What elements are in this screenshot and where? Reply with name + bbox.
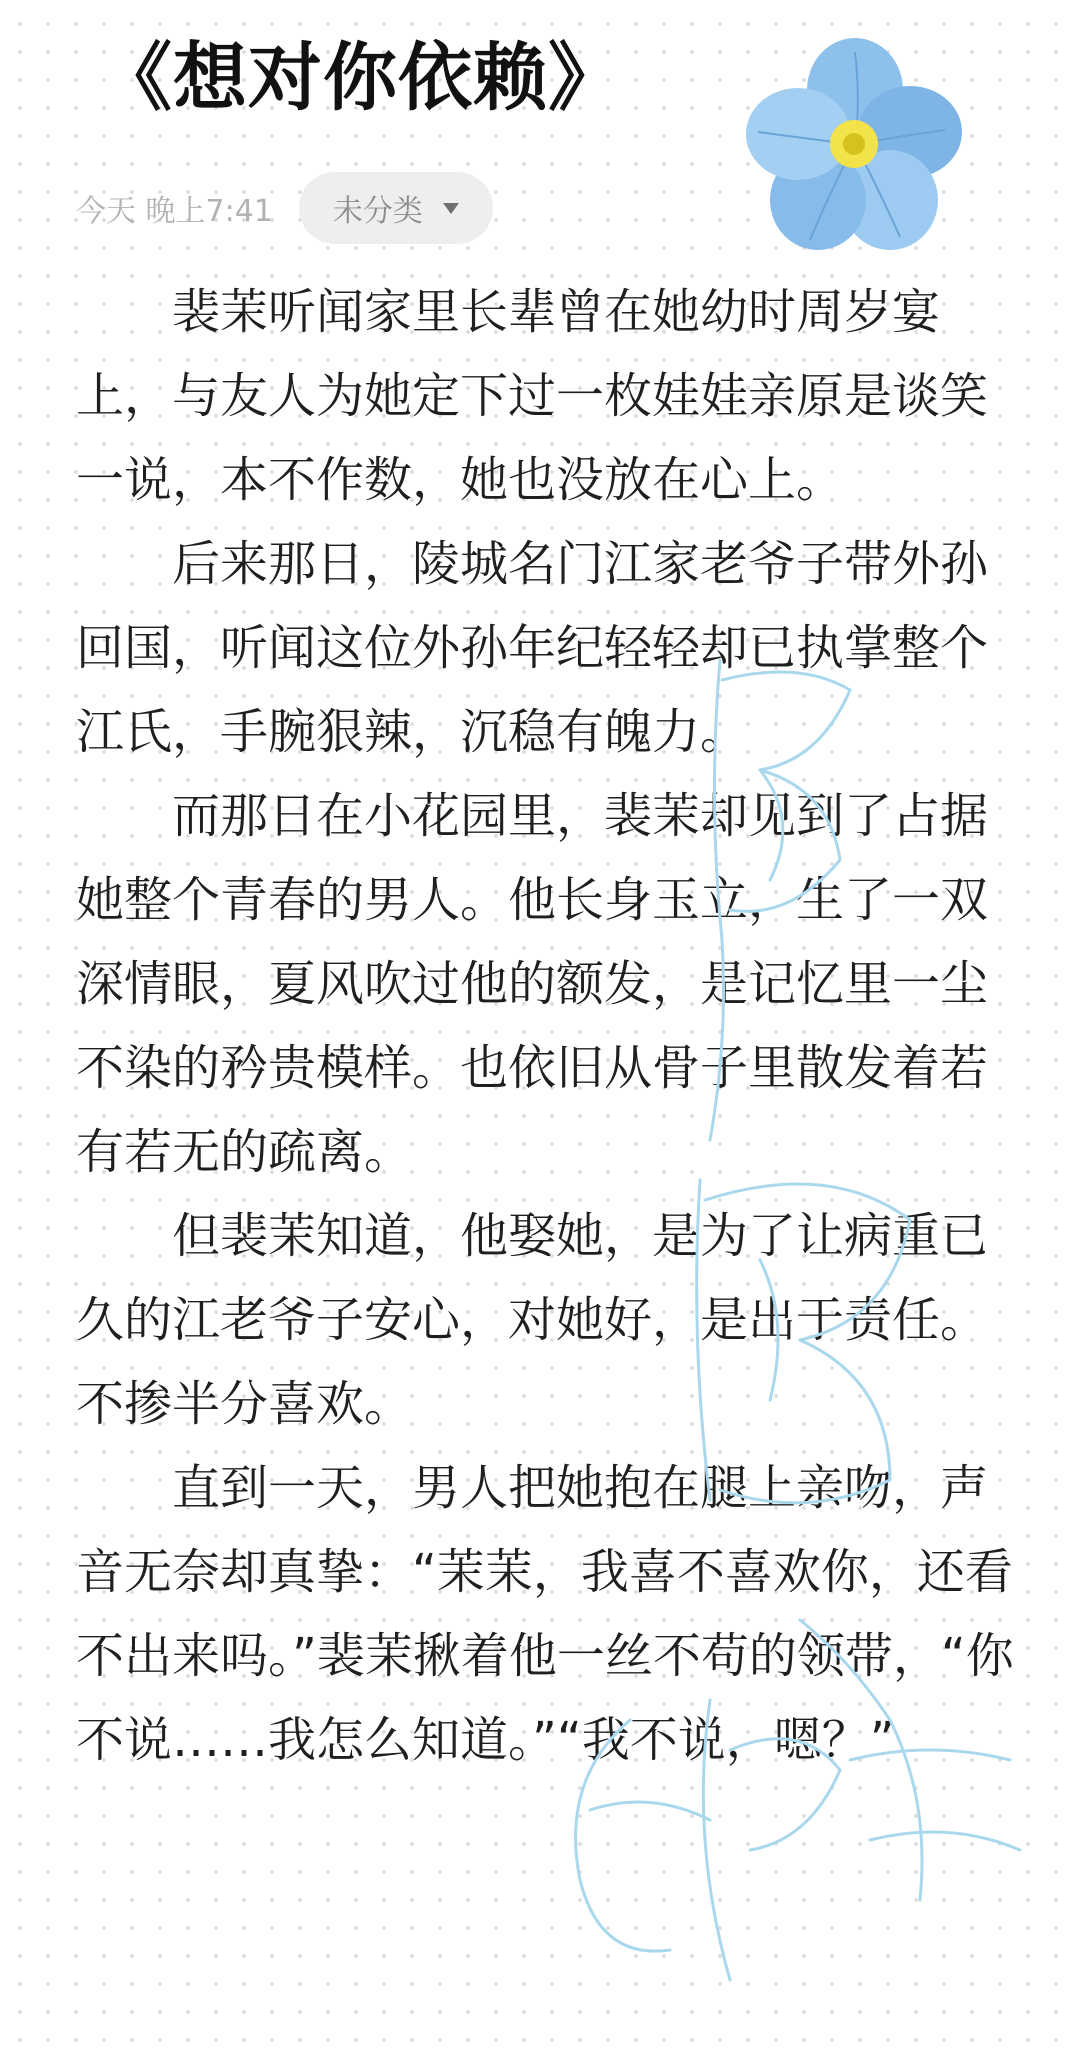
chevron-down-icon bbox=[443, 203, 459, 214]
paragraph: 直到一天，男人把她抱在腿上亲吻，声音无奈却真挚：“茉茉，我喜不喜欢你，还看不出来吗。”裴茉揪着他一丝不苟的领带，“你不说……我怎么知道。”“我不说，嗯？” bbox=[76, 1460, 1014, 1768]
category-dropdown[interactable] bbox=[299, 172, 493, 244]
category-label: 未分类 bbox=[332, 194, 423, 229]
paragraph: 后来那日，陵城名门江家老爷子带外孙回国，听闻这位外孙年纪轻轻却已执掌整个江氏，手腕狠辣，沉稳有魄力。 bbox=[76, 536, 989, 760]
paragraph: 但裴茉知道，他娶她，是为了让病重已久的江老爷子安心，对她好，是出于责任。不掺半分喜欢。 bbox=[76, 1208, 989, 1432]
note-date: 今天 晚上7:41 bbox=[76, 194, 273, 229]
paragraph: 而那日在小花园里，裴茉却见到了占据她整个青春的男人。他长身玉立，生了一双深情眼，夏风吹过他的额发，是记忆里一尘不染的矜贵模样。也依旧从骨子里散发着若有若无的疏离。 bbox=[76, 788, 989, 1180]
flower-icon bbox=[740, 32, 970, 262]
note-meta bbox=[76, 172, 493, 244]
paragraph: 裴茉听闻家里长辈曾在她幼时周岁宴上，与友人为她定下过一枚娃娃亲原是谈笑一说，本不作数，她也没放在心上。 bbox=[76, 284, 989, 508]
note-body[interactable] bbox=[76, 270, 1016, 1782]
note-title[interactable]: 《想对你依赖》 bbox=[98, 35, 623, 121]
